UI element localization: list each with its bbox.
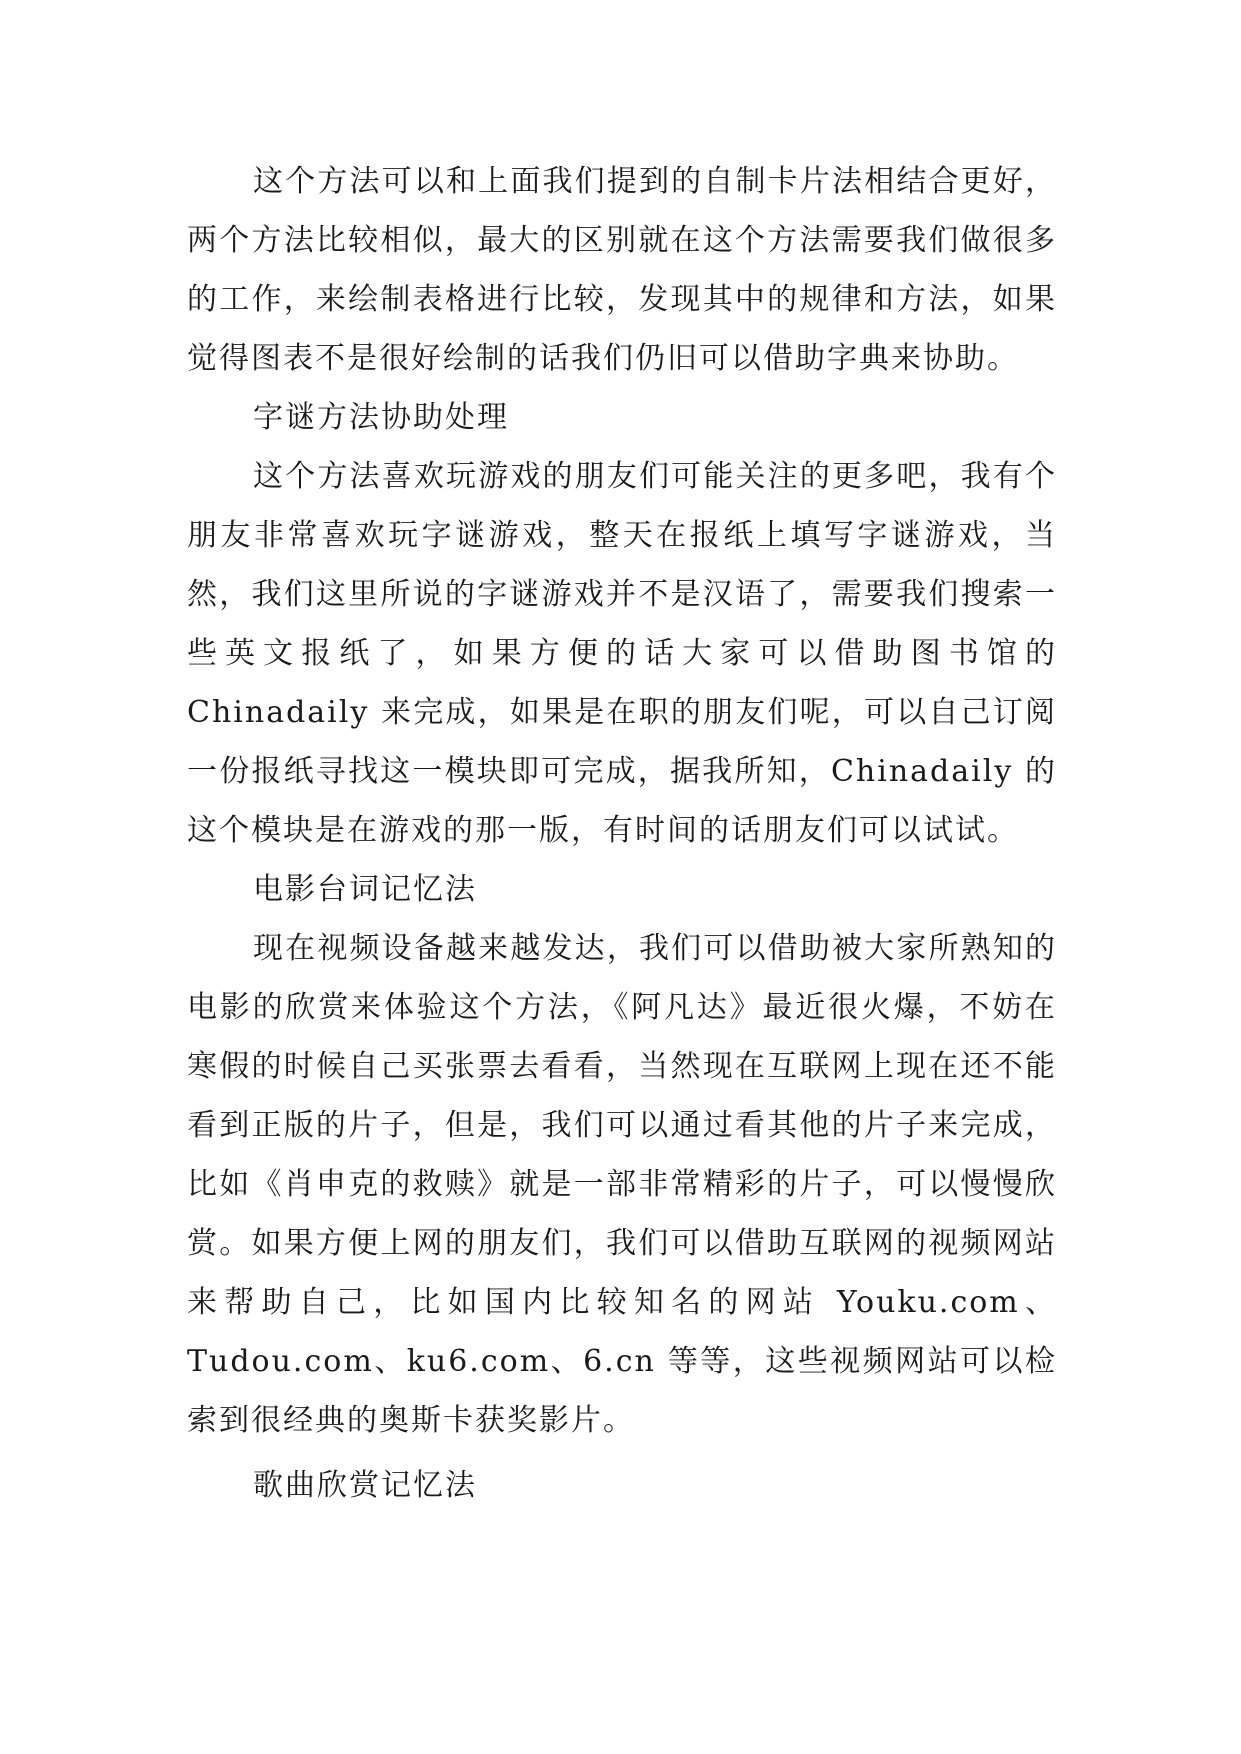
paragraph-word-puzzle: 这个方法喜欢玩游戏的朋友们可能关注的更多吧，我有个朋友非常喜欢玩字谜游戏，整天在报纸上填写字谜游戏，当然，我们这里所说的字谜游戏并不是汉语了，需要我们搜索一些英文报纸了，如果方便的话大家可以借助图书馆的 Chinadaily 来完成，如果是在职的朋友们呢，可以自己订阅一份报纸寻找这一模块即可完成，据我所知，Chinadaily 的这个模块是在游戏的那一版，有时间的话朋友们可以试试。 xyxy=(187,459,1057,848)
paragraph-card-method: 这个方法可以和上面我们提到的自制卡片法相结合更好，两个方法比较相似，最大的区别就在这个方法需要我们做很多的工作，来绘制表格进行比较，发现其中的规律和方法，如果觉得图表不是很好绘制的话我们仍旧可以借助字典来协助。 xyxy=(187,164,1057,376)
document-body xyxy=(187,152,1057,1515)
heading-word-puzzle: 字谜方法协助处理 xyxy=(253,400,509,435)
paragraph-movie-lines: 现在视频设备越来越发达，我们可以借助被大家所熟知的电影的欣赏来体验这个方法，《阿凡达》最近很火爆，不妨在寒假的时候自己买张票去看看，当然现在互联网上现在还不能看到正版的片子，但是，我们可以通过看其他的片子来完成，比如《肖申克的救赎》就是一部非常精彩的片子，可以慢慢欣赏。如果方便上网的朋友们，我们可以借助互联网的视频网站来帮助自己，比如国内比较知名的网站 Youku.com、Tudou.com、ku6.com、6.cn 等等，这些视频网站可以检索到很经典的奥斯卡获奖影片。 xyxy=(187,931,1057,1438)
heading-movie-lines: 电影台词记忆法 xyxy=(253,872,477,907)
heading-song-memory: 歌曲欣赏记忆法 xyxy=(253,1468,477,1503)
